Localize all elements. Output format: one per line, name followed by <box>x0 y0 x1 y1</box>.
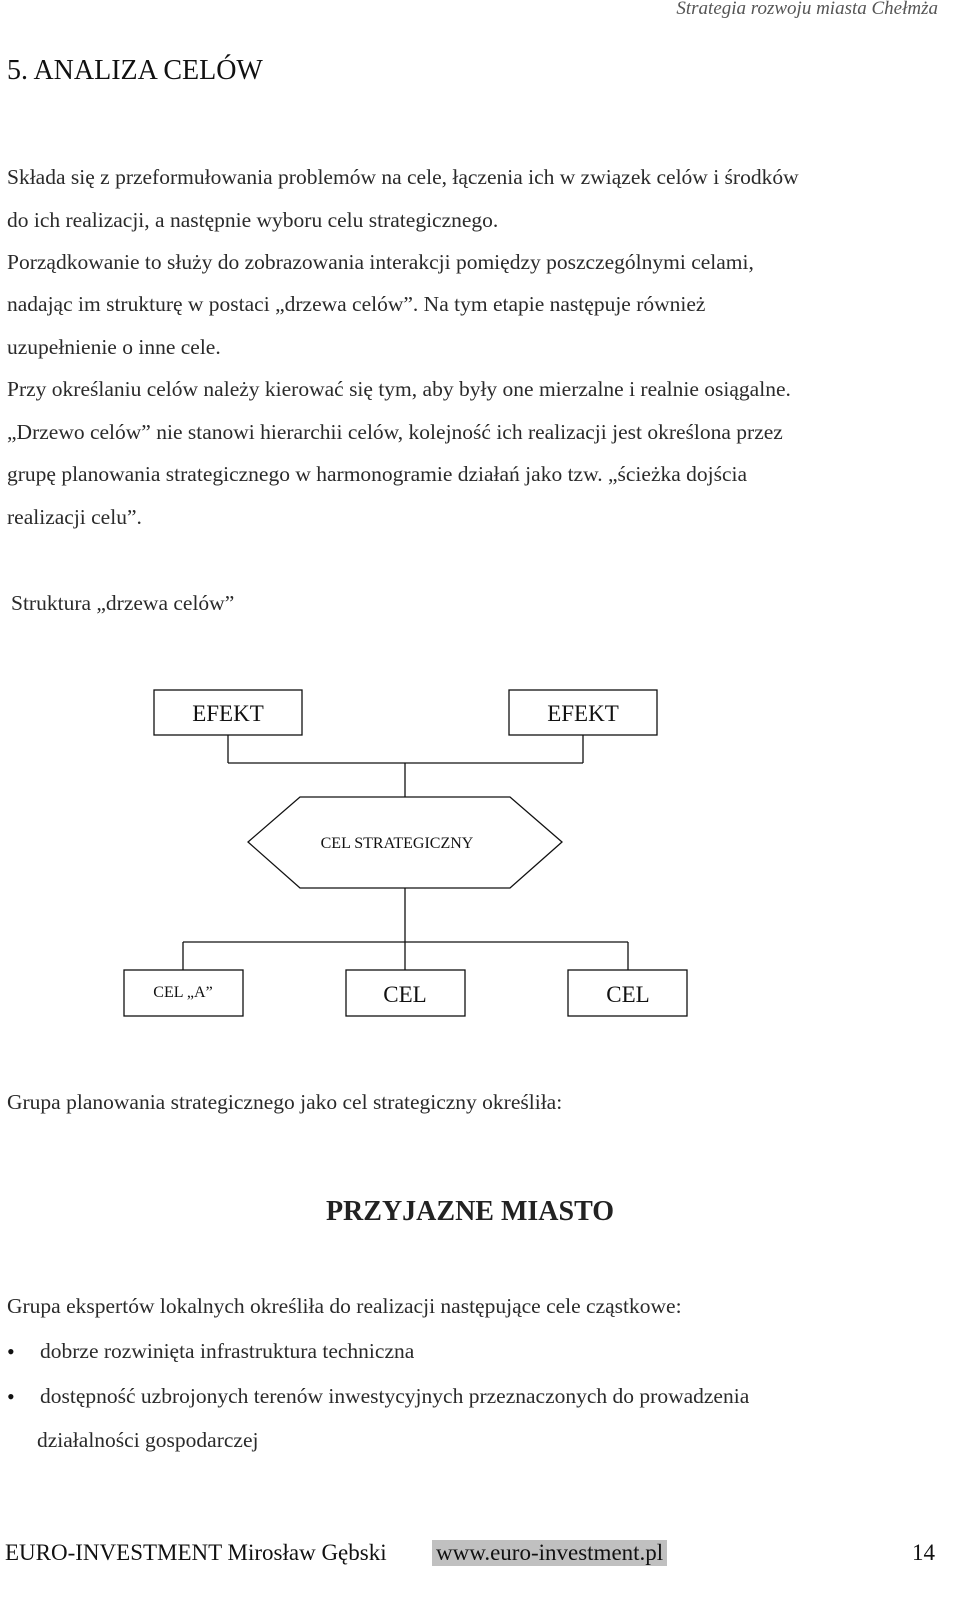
footer-website-link[interactable]: www.euro-investment.pl <box>432 1540 667 1566</box>
paragraph-line: do ich realizacji, a następnie wyboru celu strategicznego. <box>7 208 499 232</box>
effect-label: EFEKT <box>547 701 619 726</box>
sub-goal-label: CEL „A” <box>153 984 213 1001</box>
list-item-continuation: działalności gospodarczej <box>37 1428 259 1452</box>
decision-intro: Grupa planowania strategicznego jako cel strategiczny określiła: <box>7 1090 563 1114</box>
list-item: dobrze rozwinięta infrastruktura techniczna <box>40 1339 415 1363</box>
paragraph-line: nadając im strukturę w postaci „drzewa celów”. Na tym etapie następuje również <box>7 292 706 316</box>
paragraph-line: Składa się z przeformułowania problemów na cele, łączenia ich w związek celów i środków <box>7 165 799 189</box>
page-number: 14 <box>912 1540 935 1565</box>
paragraph-line: grupę planowania strategicznego w harmonogramie działań jako tzw. „ścieżka dojścia <box>7 462 748 486</box>
footer-company: EURO-INVESTMENT Mirosław Gębski <box>5 1540 387 1565</box>
sub-goal-label: CEL <box>606 982 650 1007</box>
strategic-goal-label: CEL STRATEGICZNY <box>320 835 474 852</box>
bullet-marker: • <box>7 1384 15 1409</box>
page-footer <box>0 1540 960 1570</box>
main-goal-heading: PRZYJAZNE MIASTO <box>325 1196 615 1227</box>
section-title: 5. ANALIZA CELÓW <box>7 55 263 86</box>
paragraph-line: uzupełnienie o inne cele. <box>7 335 221 359</box>
running-header: Strategia rozwoju miasta Chełmża <box>676 0 938 19</box>
paragraph-line: realizacji celu”. <box>7 505 142 529</box>
paragraph-line: Porządkowanie to służy do zobrazowania interakcji pomiędzy poszczególnymi celami, <box>7 250 754 274</box>
list-item: dostępność uzbrojonych terenów inwestycyjnych przeznaczonych do prowadzenia <box>40 1384 750 1408</box>
effect-label: EFEKT <box>192 701 264 726</box>
paragraph-line: „Drzewo celów” nie stanowi hierarchii celów, kolejność ich realizacji jest określona przez <box>7 420 783 444</box>
diagram-title: Struktura „drzewa celów” <box>11 591 235 615</box>
experts-intro: Grupa ekspertów lokalnych określiła do realizacji następujące cele cząstkowe: <box>7 1294 682 1318</box>
sub-goal-label: CEL <box>383 982 427 1007</box>
bullet-marker: • <box>7 1339 15 1364</box>
paragraph-line: Przy określaniu celów należy kierować się tym, aby były one mierzalne i realnie osiągalne. <box>7 377 791 401</box>
